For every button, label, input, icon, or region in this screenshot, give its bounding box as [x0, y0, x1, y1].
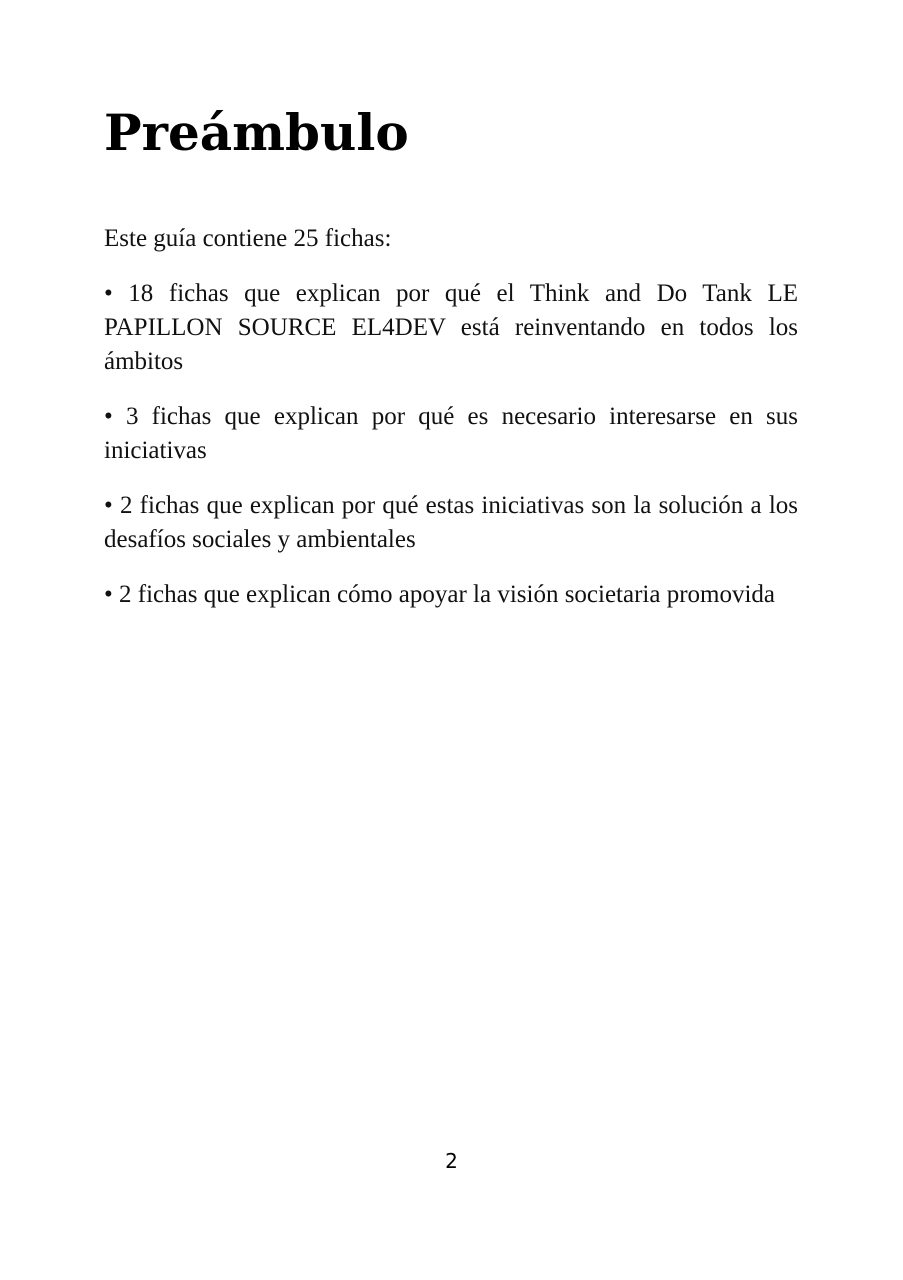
- list-item: • 2 fichas que explican cómo apoyar la visión societaria promovida: [104, 581, 776, 608]
- page-title: Preámbulo: [104, 103, 409, 162]
- intro-paragraph: Este guía contiene 25 fichas:: [104, 225, 392, 252]
- bullet-list: [104, 277, 798, 612]
- list-item: • 3 fichas que explican por qué es necesario interesarse en sus iniciativas: [104, 403, 798, 464]
- list-item: • 18 fichas que explican por qué el Think and Do Tank LE PAPILLON SOURCE EL4DEV está reinventando en todos los ámbitos: [104, 280, 798, 375]
- list-item: • 2 fichas que explican por qué estas iniciativas son la solución a los desafíos sociales y ambientales: [104, 492, 798, 553]
- page-number: 2: [445, 1149, 458, 1173]
- document-body: [104, 222, 798, 633]
